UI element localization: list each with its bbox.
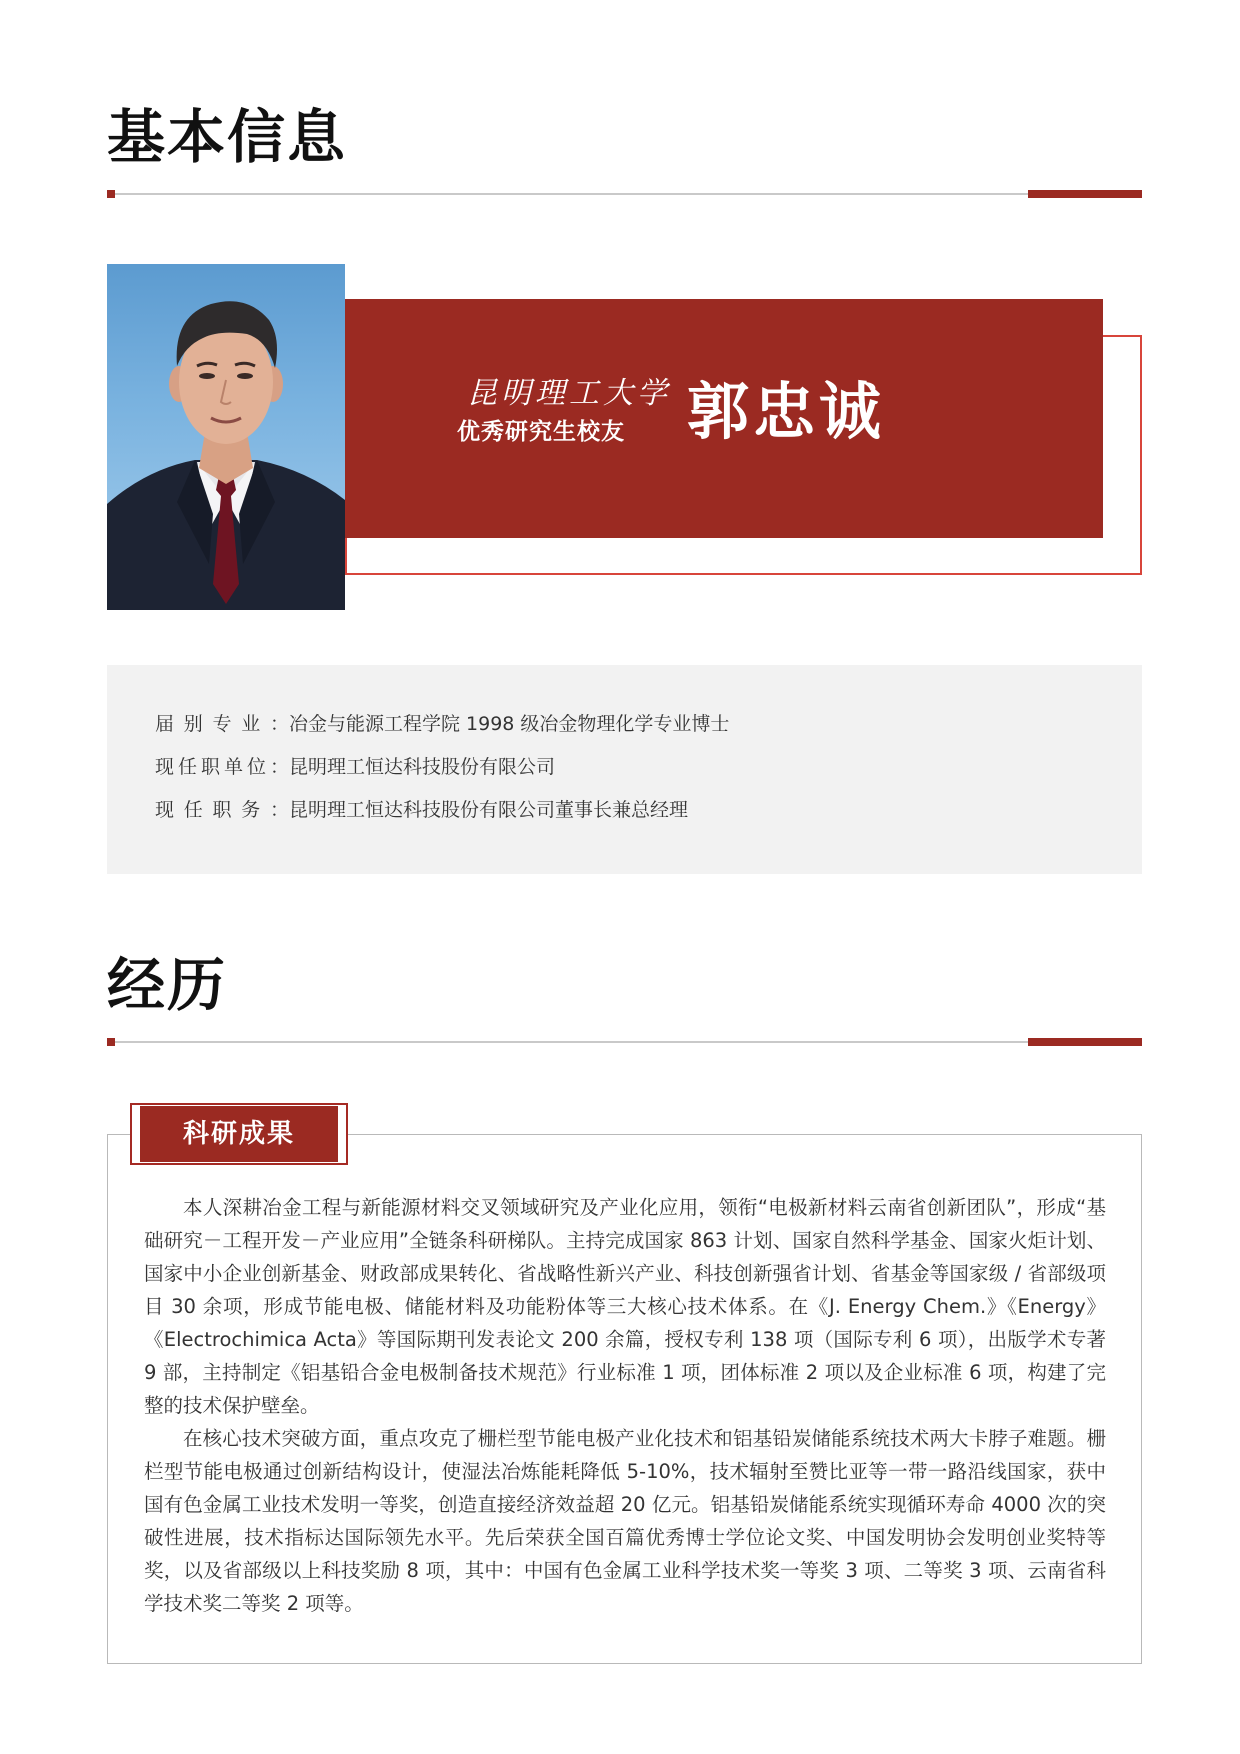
info-label: 现任职务： <box>155 799 289 821</box>
divider-accent-left <box>107 190 115 198</box>
research-tab-frame <box>130 1103 348 1165</box>
portrait-photo <box>107 264 345 610</box>
school-name: 昆明理工大学 <box>467 376 671 411</box>
info-label: 届别专业： <box>155 713 289 735</box>
divider-accent-left <box>107 1038 115 1046</box>
info-row-employer <box>155 758 555 777</box>
research-paragraph: 本人深耕冶金工程与新能源材料交叉领域研究及产业化应用，领衔“电极新材料云南省创新团队”，形成“基础研究－工程开发－产业应用”全链条科研梯队。主持完成国家 863 计划、国家自然科学基金、国家火炬计划、国家中小企业创新基金、财政部成果转化、省战略性新兴产业、科技创新强省计划、省基金等国家级 / 省部级项目 30 余项，形成节能电极、储能材料及功能粉体等三大核心技术体系。在《J. Energy Chem.》《Energy》《Electrochimica Acta》等国际期刊发表论文 200 余篇，授权专利 138 项（国际专利 6 项），出版学术专著 9 部，主持制定《铝基铅合金电极制备技术规范》行业标准 1 项，团体标准 2 项以及企业标准 6 项，构建了完整的技术保护壁垒。 <box>144 1196 1106 1417</box>
portrait-illustration <box>107 264 345 610</box>
section-divider <box>107 193 1132 195</box>
research-text <box>144 1191 1106 1620</box>
research-paragraph: 在核心技术突破方面，重点攻克了栅栏型节能电极产业化技术和铝基铅炭储能系统技术两大卡脖子难题。栅栏型节能电极通过创新结构设计，使湿法冶炼能耗降低 5-10%，技术辐射至赞比亚等一带一路沿线国家，获中国有色金属工业技术发明一等奖，创造直接经济效益超 20 亿元。铝基铅炭储能系统实现循环寿命 4000 次的突破性进展，技术指标达国际领先水平。先后荣获全国百篇优秀博士学位论文奖、中国发明协会发明创业奖特等奖，以及省部级以上科技奖励 8 项，其中：中国有色金属工业科学技术奖一等奖 3 项、二等奖 3 项、云南省科学技术奖二等奖 2 项等。 <box>144 1427 1106 1615</box>
research-tab-label: 科研成果 <box>140 1106 338 1162</box>
section-title-experience: 经历 <box>107 951 228 1019</box>
person-name: 郭忠诚 <box>687 375 886 448</box>
info-row-major <box>155 715 729 734</box>
section-title-basic-info: 基本信息 <box>107 103 348 171</box>
honor-subtitle: 优秀研究生校友 <box>457 419 625 445</box>
section-divider <box>107 1041 1132 1043</box>
info-value: 昆明理工恒达科技股份有限公司董事长兼总经理 <box>289 799 689 821</box>
divider-accent-right <box>1028 190 1142 198</box>
divider-accent-right <box>1028 1038 1142 1046</box>
info-value: 昆明理工恒达科技股份有限公司 <box>289 756 556 778</box>
profile-banner <box>345 299 1103 538</box>
info-panel <box>107 665 1142 874</box>
research-content-box <box>107 1134 1142 1664</box>
info-row-position <box>155 801 688 820</box>
info-value: 冶金与能源工程学院 1998 级冶金物理化学专业博士 <box>289 713 730 735</box>
info-label: 现任职单位： <box>155 756 289 778</box>
